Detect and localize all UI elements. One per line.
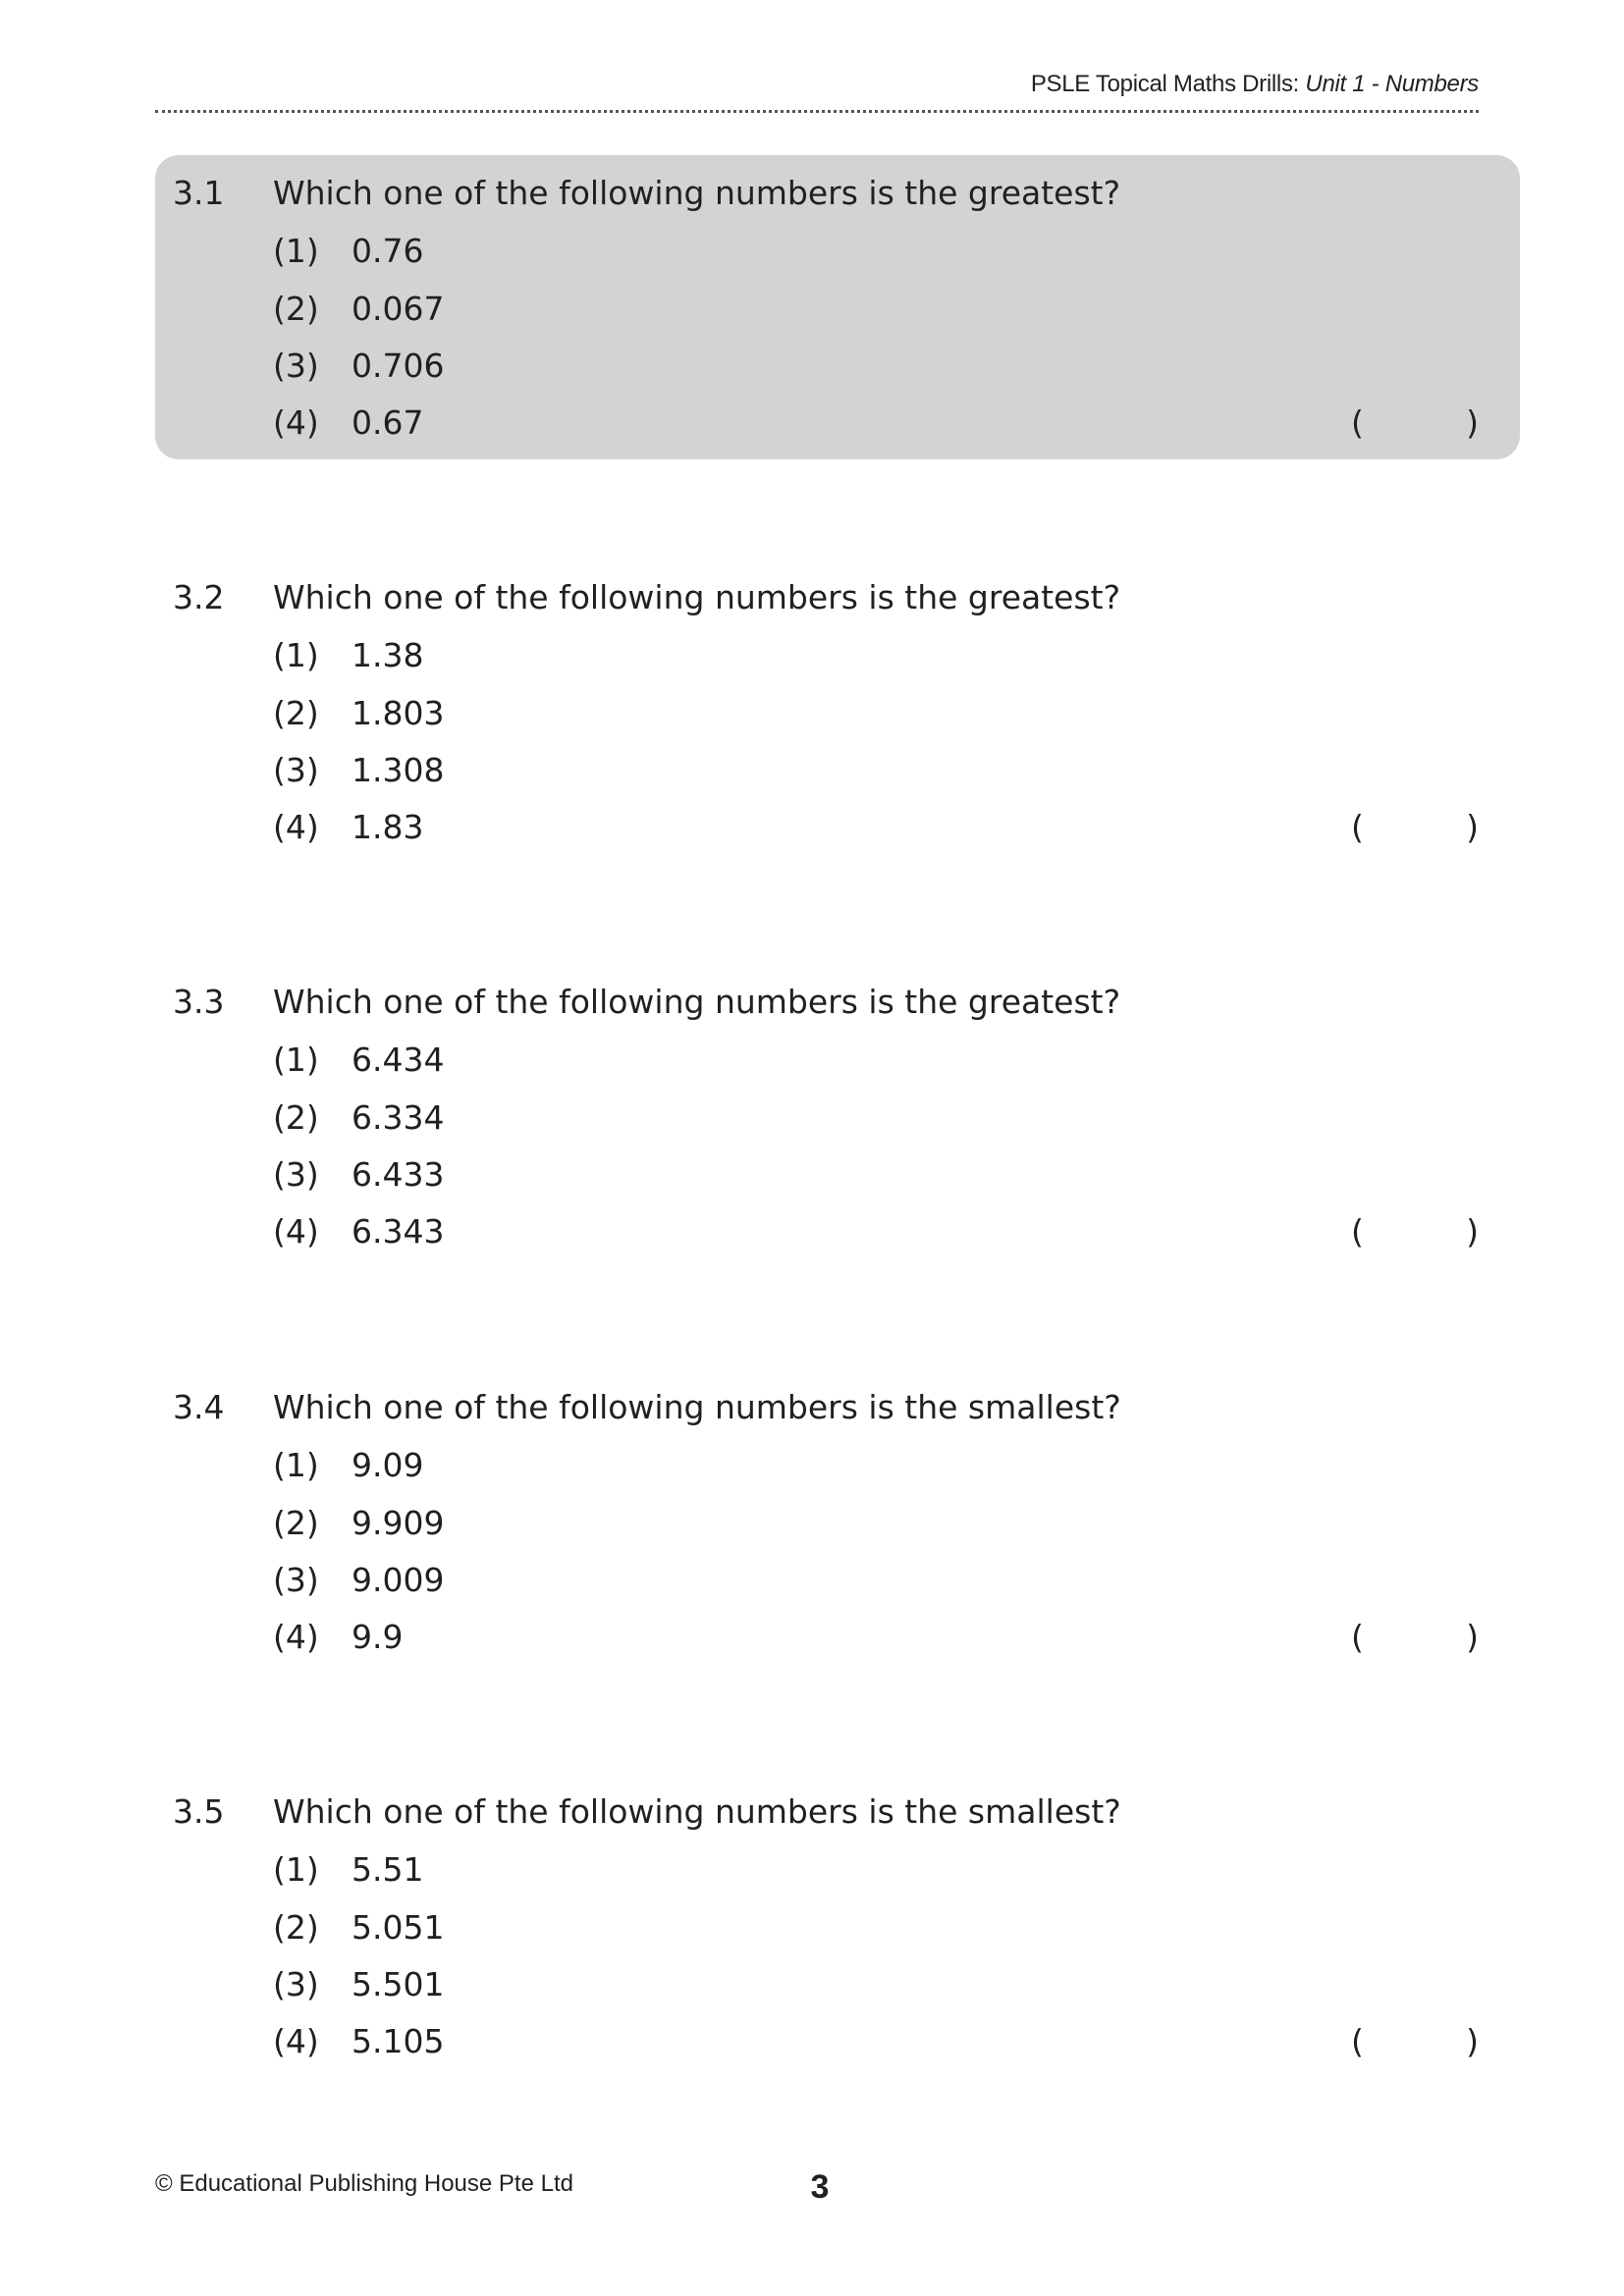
question-text: Which one of the following numbers is the smallest?: [273, 1388, 1121, 1426]
option-4: [273, 803, 423, 852]
answer-box[interactable]: [1351, 803, 1479, 852]
option-value: 0.067: [352, 290, 445, 328]
option-label: (3): [273, 1561, 319, 1599]
option-label: (2): [273, 290, 319, 328]
option-2: [273, 1903, 444, 1952]
answer-close-paren: ): [1466, 1618, 1479, 1656]
answer-box[interactable]: [1351, 2017, 1479, 2066]
option-3: [273, 1556, 444, 1605]
option-label: (1): [273, 232, 319, 270]
option-label: (3): [273, 751, 319, 789]
book-title: PSLE Topical Maths Drills:: [1030, 71, 1300, 97]
question-text: Which one of the following numbers is the greatest?: [273, 578, 1121, 616]
option-label: (3): [273, 347, 319, 385]
option-value: 6.343: [352, 1212, 445, 1251]
option-label: (1): [273, 636, 319, 674]
option-label: (4): [273, 1618, 319, 1656]
running-header: [155, 71, 1479, 98]
option-3: [273, 1960, 444, 2009]
question-text: Which one of the following numbers is the greatest?: [273, 174, 1121, 212]
option-3: [273, 1150, 444, 1200]
answer-close-paren: ): [1466, 2022, 1479, 2060]
question-3-3: [155, 964, 1520, 1268]
answer-close-paren: ): [1466, 808, 1479, 846]
option-label: (1): [273, 1446, 319, 1484]
option-1: [273, 1441, 423, 1490]
option-3: [273, 746, 444, 795]
answer-open-paren: (: [1351, 403, 1364, 442]
option-value: 0.706: [352, 347, 445, 385]
option-value: 9.9: [352, 1618, 404, 1656]
option-value: 9.909: [352, 1504, 445, 1542]
answer-close-paren: ): [1466, 1212, 1479, 1251]
question-number: 3.5: [173, 1792, 225, 1831]
question-text: Which one of the following numbers is the greatest?: [273, 983, 1121, 1021]
question-text: Which one of the following numbers is the smallest?: [273, 1792, 1121, 1831]
option-label: (4): [273, 808, 319, 846]
answer-close-paren: ): [1466, 403, 1479, 442]
page-number: 3: [810, 2168, 830, 2206]
option-value: 9.009: [352, 1561, 445, 1599]
option-4: [273, 1207, 444, 1256]
answer-open-paren: (: [1351, 1212, 1364, 1251]
question-number: 3.1: [173, 174, 225, 212]
question-number: 3.4: [173, 1388, 225, 1426]
question-number: 3.2: [173, 578, 225, 616]
answer-open-paren: (: [1351, 1618, 1364, 1656]
option-value: 6.434: [352, 1041, 445, 1079]
question-3-2: [155, 560, 1520, 864]
option-4: [273, 399, 423, 448]
question-number: 3.3: [173, 983, 225, 1021]
header-divider: [155, 110, 1479, 113]
option-value: 5.51: [352, 1850, 424, 1889]
option-value: 5.051: [352, 1908, 445, 1947]
option-value: 1.83: [352, 808, 424, 846]
copyright-notice: © Educational Publishing House Pte Ltd: [155, 2170, 573, 2197]
option-label: (2): [273, 1504, 319, 1542]
option-label: (4): [273, 403, 319, 442]
option-2: [273, 1499, 444, 1548]
option-value: 1.308: [352, 751, 445, 789]
option-3: [273, 342, 444, 391]
option-2: [273, 1094, 444, 1143]
option-value: 6.433: [352, 1155, 445, 1194]
option-label: (4): [273, 1212, 319, 1251]
option-value: 6.334: [352, 1098, 445, 1137]
option-label: (2): [273, 1098, 319, 1137]
answer-box[interactable]: [1351, 1613, 1479, 1662]
option-label: (3): [273, 1965, 319, 2003]
option-value: 1.803: [352, 694, 445, 732]
question-3-1: [155, 155, 1520, 459]
option-1: [273, 227, 423, 276]
option-1: [273, 1036, 444, 1085]
option-label: (1): [273, 1041, 319, 1079]
option-value: 5.105: [352, 2022, 445, 2060]
option-label: (4): [273, 2022, 319, 2060]
option-value: 0.76: [352, 232, 424, 270]
unit-title: Unit 1 - Numbers: [1305, 71, 1479, 97]
question-3-4: [155, 1369, 1520, 1674]
option-2: [273, 689, 444, 738]
answer-box[interactable]: [1351, 1207, 1479, 1256]
answer-box[interactable]: [1351, 399, 1479, 448]
option-label: (1): [273, 1850, 319, 1889]
question-3-5: [155, 1774, 1520, 2078]
option-1: [273, 1845, 423, 1895]
option-value: 5.501: [352, 1965, 445, 2003]
option-1: [273, 631, 423, 680]
option-value: 9.09: [352, 1446, 424, 1484]
option-4: [273, 2017, 444, 2066]
option-value: 1.38: [352, 636, 424, 674]
answer-open-paren: (: [1351, 2022, 1364, 2060]
option-label: (2): [273, 694, 319, 732]
option-value: 0.67: [352, 403, 424, 442]
option-label: (2): [273, 1908, 319, 1947]
option-label: (3): [273, 1155, 319, 1194]
option-4: [273, 1613, 403, 1662]
option-2: [273, 285, 444, 334]
answer-open-paren: (: [1351, 808, 1364, 846]
